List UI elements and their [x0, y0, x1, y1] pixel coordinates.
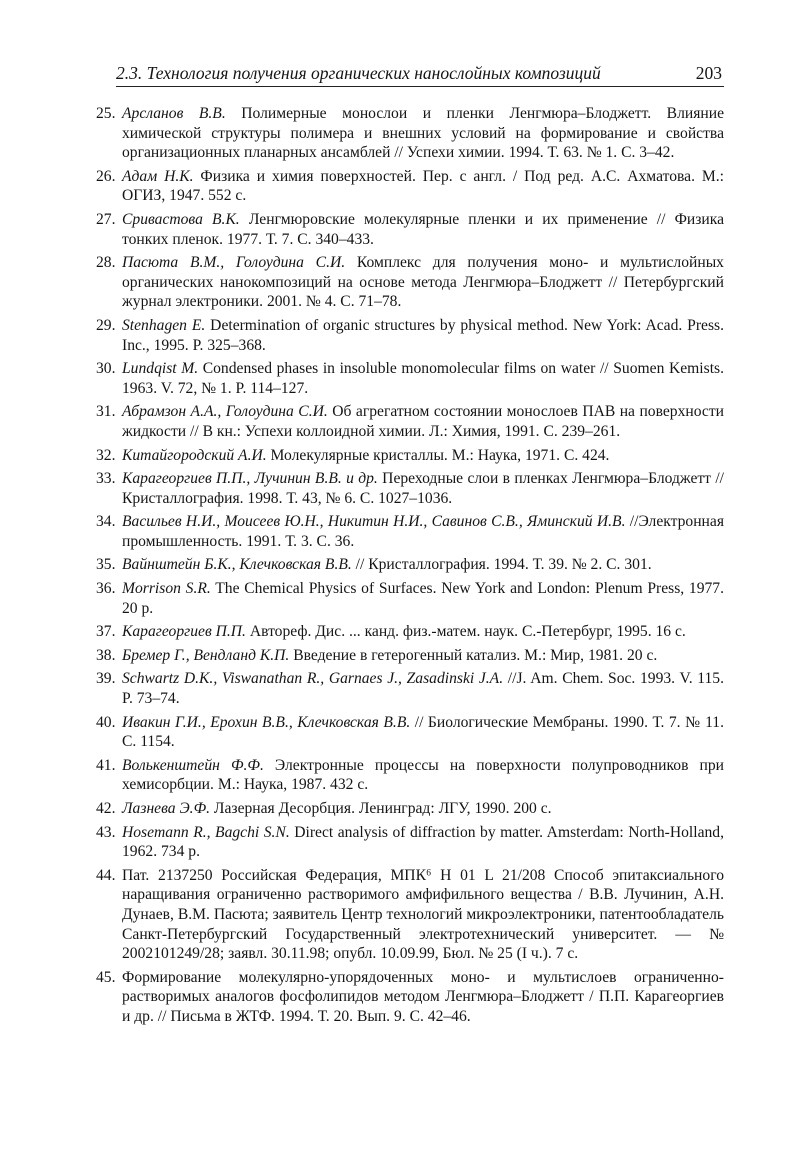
reference-text: Формирование молекулярно-упорядоченных моно- и мультислоев ограниченно-растворимых аналогов фосфолипидов методом Ленгмюра–Блоджетт / П.П. Карагеоргиев и др. // Письма в ЖТФ. 1994. Т. 20. Вып. 9. С. 42–46. [122, 968, 724, 1025]
reference-authors: Васильев Н.И., Моисеев Ю.Н., Никитин Н.И., Савинов С.В., Яминский И.В. [122, 513, 626, 531]
reference-number: 36. [96, 580, 116, 598]
reference-item [96, 756, 724, 795]
reference-item [96, 622, 724, 642]
reference-authors: Schwartz D.K., Viswanathan R., Garnaes J., Zasadinski J.A. [122, 670, 504, 688]
reference-number: 40. [96, 713, 116, 731]
reference-item [96, 968, 724, 1027]
reference-authors: Китайгородский А.И. [122, 446, 267, 464]
reference-number: 31. [96, 403, 116, 421]
reference-item [96, 402, 724, 441]
reference-number: 25. [96, 105, 116, 122]
reference-number: 38. [96, 646, 116, 664]
reference-number: 30. [96, 360, 116, 378]
reference-authors: Hosemann R., Bagchi S.N. [122, 823, 290, 841]
reference-item [96, 253, 724, 312]
reference-item [96, 823, 724, 862]
reference-list [96, 104, 724, 1031]
reference-item [96, 646, 724, 666]
running-head-title: 2.3. Технология получения органических нанослойных композиций [116, 63, 601, 83]
reference-authors: Сривастова В.К. [122, 210, 240, 228]
reference-item [96, 579, 724, 618]
reference-item [96, 555, 724, 575]
reference-text: Пат. 2137250 Российская Федерация, МПК⁶ Н 01 L 21/208 Способ эпитаксиального наращивания ограниченно растворимого амфифильного вещества / В.В. Лучинин, А.Н. Дунаев, В.М. Пасюта; заявитель Центр технологий микроэлектроники, патентообладатель Санкт-Петербургский Государственный электротехнический университет. — № 2002101249/28; заявл. 30.11.98; опубл. 10.09.99, Бюл. № 25 (I ч.). 7 с. [122, 866, 724, 963]
reference-item [96, 446, 724, 466]
reference-text: Об агрегатном состоянии монослоев ПАВ на поверхности жидкости // В кн.: Успехи коллоидной химии. Л.: Химия, 1991. С. 239–261. [122, 403, 724, 440]
reference-text: Direct analysis of diffraction by matter. Amsterdam: North-Holland, 1962. 734 p. [122, 823, 724, 861]
reference-number: 41. [96, 756, 116, 774]
reference-item [96, 359, 724, 398]
reference-authors: Карагеоргиев П.П., Лучинин В.В. и др. [122, 470, 378, 488]
reference-text: Введение в гетерогенный катализ. М.: Мир, 1981. 20 с. [289, 646, 658, 664]
reference-item [96, 799, 724, 819]
reference-item [96, 104, 724, 163]
reference-item [96, 512, 724, 551]
reference-authors: Ивакин Г.И., Ерохин В.В., Клечковская В.В. [122, 713, 411, 731]
reference-text: //J. Am. Chem. Soc. 1993. V. 115. P. 73–74. [122, 670, 724, 708]
reference-text: Физика и химия поверхностей. Пер. с англ. / Под ред. А.С. Ахматова. М.: ОГИЗ, 1947. 552 с. [122, 167, 724, 205]
reference-number: 43. [96, 823, 116, 841]
reference-number: 39. [96, 670, 116, 688]
reference-number: 27. [96, 210, 116, 228]
reference-text: // Кристаллография. 1994. Т. 39. № 2. С. 301. [351, 556, 652, 574]
reference-text: Электронные процессы на поверхности полупроводников при хемисорбции. М.: Наука, 1987. 432 с. [122, 756, 725, 794]
reference-authors: Лазнева Э.Ф. [122, 800, 211, 817]
reference-item [96, 866, 724, 964]
reference-authors: Бремер Г., Вендланд К.П. [122, 646, 290, 664]
reference-item [96, 669, 724, 708]
reference-number: 26. [96, 167, 116, 185]
reference-text: Автореф. Дис. ... канд. физ.-матем. наук. С.-Петербург, 1995. 16 с. [245, 623, 686, 641]
reference-text: Переходные слои в пленках Ленгмюра–Блоджетт // Кристаллография. 1998. Т. 43, № 6. С. 1027–1036. [122, 470, 725, 507]
reference-authors: Адам Н.К. [122, 167, 194, 185]
reference-item [96, 167, 724, 206]
reference-item [96, 210, 724, 249]
reference-item [96, 316, 724, 355]
reference-text: Молекулярные кристаллы. М.: Наука, 1971. С. 424. [266, 446, 610, 464]
reference-text: Полимерные монослои и пленки Ленгмюра–Блоджетт. Влияние химической структуры полимера и внешних условий на формирование и свойства организационных планарных ансамблей // Успехи химии. 1994. Т. 63. № 1. С. 3–42. [122, 105, 724, 162]
reference-text: Комплекс для получения моно- и мультислойных органических нанокомпозиций на основе метода Ленгмюра–Блоджетт // Петербургский журнал электроники. 2001. № 4. С. 71–78. [122, 254, 724, 311]
reference-number: 28. [96, 254, 116, 272]
page-number: 203 [695, 63, 722, 83]
reference-number: 42. [96, 800, 116, 817]
reference-authors: Stenhagen E. [122, 316, 206, 334]
reference-authors: Пасюта В.М., Голоудина С.И. [122, 254, 346, 272]
reference-authors: Morrison S.R. [122, 580, 211, 598]
reference-authors: Lundqist M. [122, 360, 199, 378]
reference-authors: Абрамзон А.А., Голоудина С.И. [122, 403, 328, 421]
reference-authors: Волькенштейн Ф.Ф. [122, 756, 264, 774]
reference-text: The Chemical Physics of Surfaces. New York and London: Plenum Press, 1977. 20 p. [122, 580, 725, 617]
reference-text: //Электронная промышленность. 1991. Т. 3. С. 36. [122, 513, 724, 550]
reference-text: Determination of organic structures by physical method. New York: Acad. Press. Inc., 1995. P. 325–368. [122, 316, 724, 354]
reference-number: 44. [96, 866, 116, 884]
reference-number: 35. [96, 556, 116, 574]
running-head [116, 62, 724, 87]
reference-number: 32. [96, 446, 116, 464]
reference-item [96, 469, 724, 508]
reference-authors: Арсланов В.В. [122, 105, 226, 122]
reference-text: Лазерная Десорбция. Ленинград: ЛГУ, 1990. 200 с. [210, 800, 552, 817]
reference-number: 33. [96, 470, 116, 488]
reference-text: // Биологические Мембраны. 1990. Т. 7. № 11. С. 1154. [122, 713, 724, 751]
reference-number: 34. [96, 513, 116, 531]
reference-number: 37. [96, 623, 116, 641]
reference-text: Ленгмюровские молекулярные пленки и их применение // Физика тонких пленок. 1977. Т. 7. С. 340–433. [122, 210, 724, 248]
reference-text: Condensed phases in insoluble monomolecular films on water // Suomen Kemists. 1963. V. 72, № 1. P. 114–127. [122, 360, 724, 397]
reference-authors: Вайнштейн Б.К., Клечковская В.В. [122, 556, 352, 574]
reference-authors: Карагеоргиев П.П. [122, 623, 246, 641]
reference-number: 45. [96, 968, 116, 986]
reference-number: 29. [96, 316, 116, 334]
reference-item [96, 713, 724, 752]
